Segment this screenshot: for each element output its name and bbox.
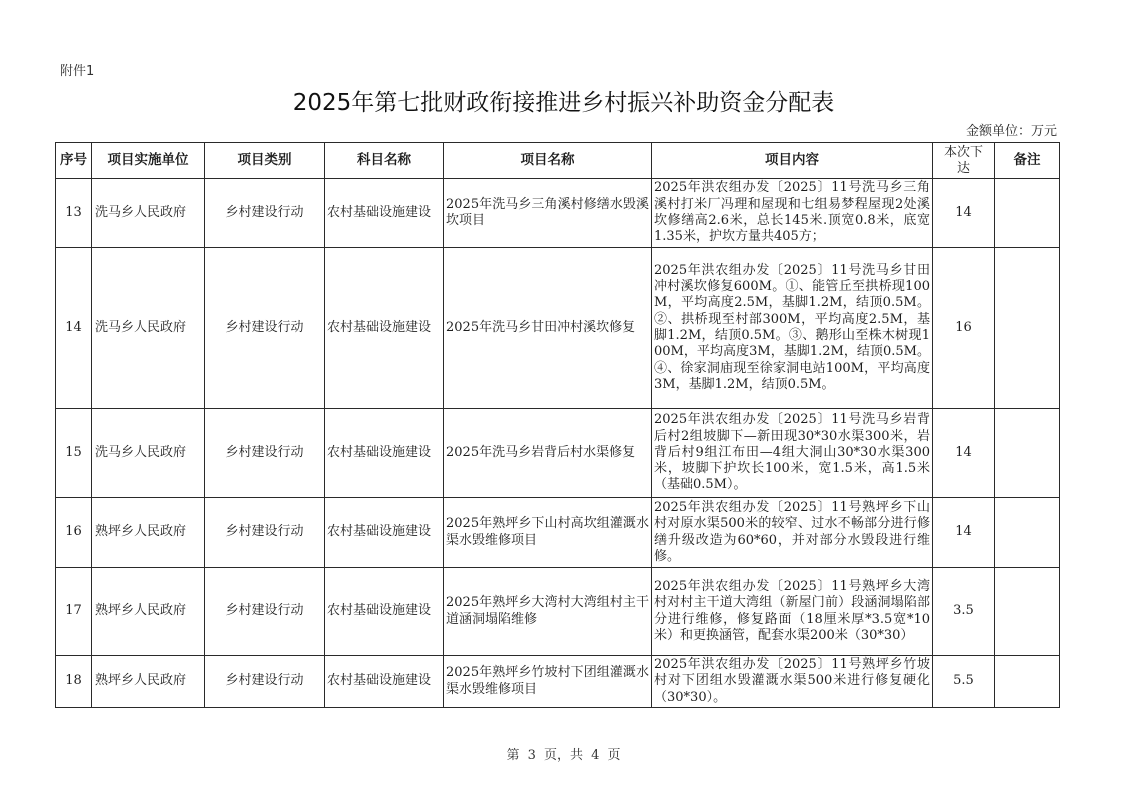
row-unit: 洗马乡人民政府	[92, 179, 205, 248]
row-remark	[995, 409, 1060, 498]
row-subject: 农村基础设施建设	[325, 656, 444, 708]
row-remark	[995, 248, 1060, 409]
row-remark	[995, 498, 1060, 568]
row-amount: 16	[933, 248, 995, 409]
row-unit: 熟坪乡人民政府	[92, 656, 205, 708]
row-remark	[995, 656, 1060, 708]
row-no: 18	[56, 656, 92, 708]
row-remark	[995, 568, 1060, 656]
table-row	[56, 656, 1060, 708]
header-category: 项目类别	[205, 143, 325, 179]
row-amount: 14	[933, 409, 995, 498]
row-project-content: 2025年洪农组办发〔2025〕11号洗马乡三角溪村打米厂冯理和屋现和七组易梦程屋现2处溪坎修缮高2.6米，总长145米.顶宽0.8米，底宽1.35米，护坎方量共405方；	[652, 179, 933, 248]
row-no: 15	[56, 409, 92, 498]
row-project-content: 2025年洪农组办发〔2025〕11号洗马乡岩背后村2组坡脚下—新田现30*30水渠300米，岩背后村9组江布田—4组大洞山30*30水渠300米，坡脚下护坎长100米，宽1.5米，高1.5米（基础0.5M）。	[652, 409, 933, 498]
row-project-name: 2025年洗马乡甘田冲村溪坎修复	[444, 248, 652, 409]
table-row	[56, 568, 1060, 656]
page-title: 2025年第七批财政衔接推进乡村振兴补助资金分配表	[292, 90, 835, 116]
row-subject: 农村基础设施建设	[325, 498, 444, 568]
header-amount: 本次下达	[933, 143, 995, 179]
row-category: 乡村建设行动	[205, 498, 325, 568]
row-category: 乡村建设行动	[205, 248, 325, 409]
page-number: 第 3 页，共 4 页	[506, 748, 621, 763]
row-project-name: 2025年熟坪乡大湾村大湾组村主干道涵洞塌陷维修	[444, 568, 652, 656]
row-project-content: 2025年洪农组办发〔2025〕11号熟坪乡竹坡村对下团组水毁灌溉水渠500米进行修复硬化（30*30）。	[652, 656, 933, 708]
header-remark: 备注	[995, 143, 1060, 179]
row-subject: 农村基础设施建设	[325, 568, 444, 656]
row-category: 乡村建设行动	[205, 568, 325, 656]
row-project-name: 2025年熟坪乡竹坡村下团组灌溉水渠水毁维修项目	[444, 656, 652, 708]
header-project-name: 项目名称	[444, 143, 652, 179]
row-unit: 熟坪乡人民政府	[92, 568, 205, 656]
row-category: 乡村建设行动	[205, 179, 325, 248]
row-amount: 3.5	[933, 568, 995, 656]
row-no: 13	[56, 179, 92, 248]
row-subject: 农村基础设施建设	[325, 409, 444, 498]
row-subject: 农村基础设施建设	[325, 179, 444, 248]
header-subject: 科目名称	[325, 143, 444, 179]
row-category: 乡村建设行动	[205, 409, 325, 498]
attachment-label: 附件1	[60, 64, 95, 79]
row-unit: 洗马乡人民政府	[92, 248, 205, 409]
table-row	[56, 498, 1060, 568]
row-project-content: 2025年洪农组办发〔2025〕11号熟坪乡下山村对原水渠500米的较窄、过水不畅部分进行修缮升级改造为60*60，并对部分水毁段进行维修。	[652, 498, 933, 568]
row-project-content: 2025年洪农组办发〔2025〕11号熟坪乡大湾村对村主干道大湾组（新屋门前）段涵洞塌陷部分进行维修，修复路面（18厘米厚*3.5宽*10米）和更换涵管，配套水渠200米（30*30）	[652, 568, 933, 656]
table-row	[56, 179, 1060, 248]
table-row	[56, 248, 1060, 409]
row-unit: 熟坪乡人民政府	[92, 498, 205, 568]
table-header-row	[56, 143, 1060, 179]
allocation-table	[55, 142, 1060, 708]
row-project-name: 2025年洗马乡岩背后村水渠修复	[444, 409, 652, 498]
row-unit: 洗马乡人民政府	[92, 409, 205, 498]
row-project-name: 2025年洗马乡三角溪村修缮水毁溪坎项目	[444, 179, 652, 248]
amount-unit-label: 金额单位：万元	[965, 124, 1057, 139]
row-category: 乡村建设行动	[205, 656, 325, 708]
row-amount: 5.5	[933, 656, 995, 708]
row-no: 16	[56, 498, 92, 568]
row-remark	[995, 179, 1060, 248]
row-amount: 14	[933, 498, 995, 568]
header-unit: 项目实施单位	[92, 143, 205, 179]
table-row	[56, 409, 1060, 498]
header-no: 序号	[56, 143, 92, 179]
header-project-content: 项目内容	[652, 143, 933, 179]
row-project-content: 2025年洪农组办发〔2025〕11号洗马乡甘田冲村溪坎修复600M。①、能管丘至拱桥现100M，平均高度2.5M，基脚1.2M，结顶0.5M。②、拱桥现至村部300M，平均高度2.5M，基脚1.2M，结顶0.5M。③、鹅形山至株木树现100M，平均高度3M，基脚1.2M，结顶0.5M。④、徐家洞庙现至徐家洞电站100M，平均高度3M，基脚1.2M，结顶0.5M。	[652, 248, 933, 409]
row-no: 14	[56, 248, 92, 409]
row-amount: 14	[933, 179, 995, 248]
row-project-name: 2025年熟坪乡下山村高坎组灌溉水渠水毁维修项目	[444, 498, 652, 568]
row-subject: 农村基础设施建设	[325, 248, 444, 409]
row-no: 17	[56, 568, 92, 656]
